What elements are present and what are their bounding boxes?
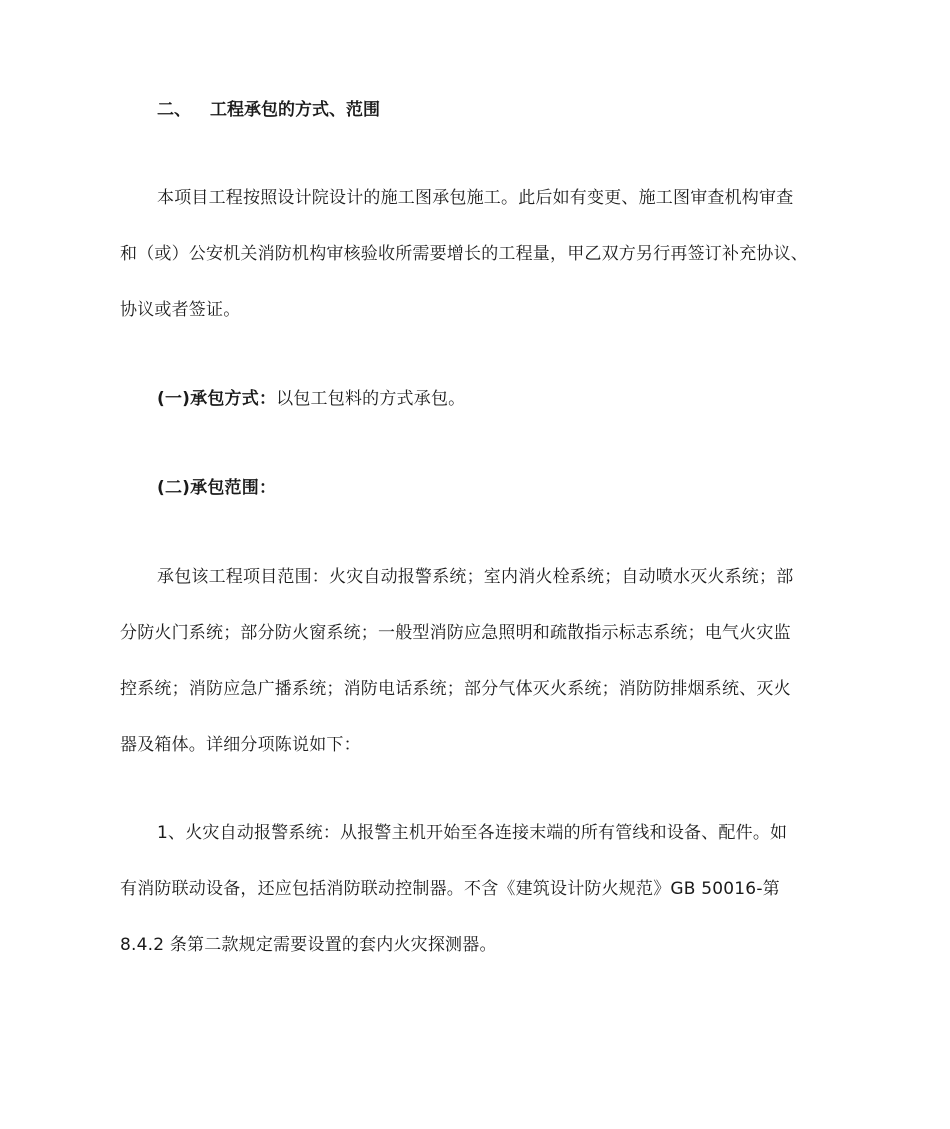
section-number: 二、 bbox=[157, 100, 191, 120]
item-1-line-3: 8.4.2 条第二款规定需要设置的套内火灾探测器。 bbox=[120, 935, 497, 955]
method-text: 以包工包料的方式承包。 bbox=[276, 389, 466, 409]
item-1-line-1: 1、火灾自动报警系统：从报警主机开始至各连接末端的所有管线和设备、配件。如 bbox=[157, 823, 788, 843]
paragraph-1-line-3: 协议或者签证。 bbox=[120, 300, 241, 320]
paragraph-2-line-3: 控系统；消防应急广播系统；消防电话系统；部分气体灭火系统；消防防排烟系统、灭火 bbox=[120, 679, 791, 699]
paragraph-1-line-1: 本项目工程按照设计院设计的施工图承包施工。此后如有变更、施工图审查机构审查 bbox=[157, 188, 794, 208]
paragraph-1-line-2: 和（或）公安机关消防机构审核验收所需要增长的工程量，甲乙双方另行再签订补充协议、 bbox=[120, 244, 808, 264]
method-line bbox=[157, 387, 465, 411]
paragraph-2-line-1: 承包该工程项目范围：火灾自动报警系统；室内消火栓系统；自动喷水灭火系统；部 bbox=[157, 567, 794, 587]
paragraph-2-line-4: 器及箱体。详细分项陈说如下： bbox=[120, 735, 361, 755]
method-label: (一)承包方式： bbox=[157, 389, 277, 409]
scope-label: (二)承包范围： bbox=[157, 478, 277, 498]
section-title: 工程承包的方式、范围 bbox=[210, 100, 380, 120]
paragraph-2-line-2: 分防火门系统；部分防火窗系统；一般型消防应急照明和疏散指示标志系统；电气火灾监 bbox=[120, 623, 791, 643]
item-1-line-2: 有消防联动设备，还应包括消防联动控制器。不含《建筑设计防火规范》GB 50016-第 bbox=[120, 879, 780, 899]
